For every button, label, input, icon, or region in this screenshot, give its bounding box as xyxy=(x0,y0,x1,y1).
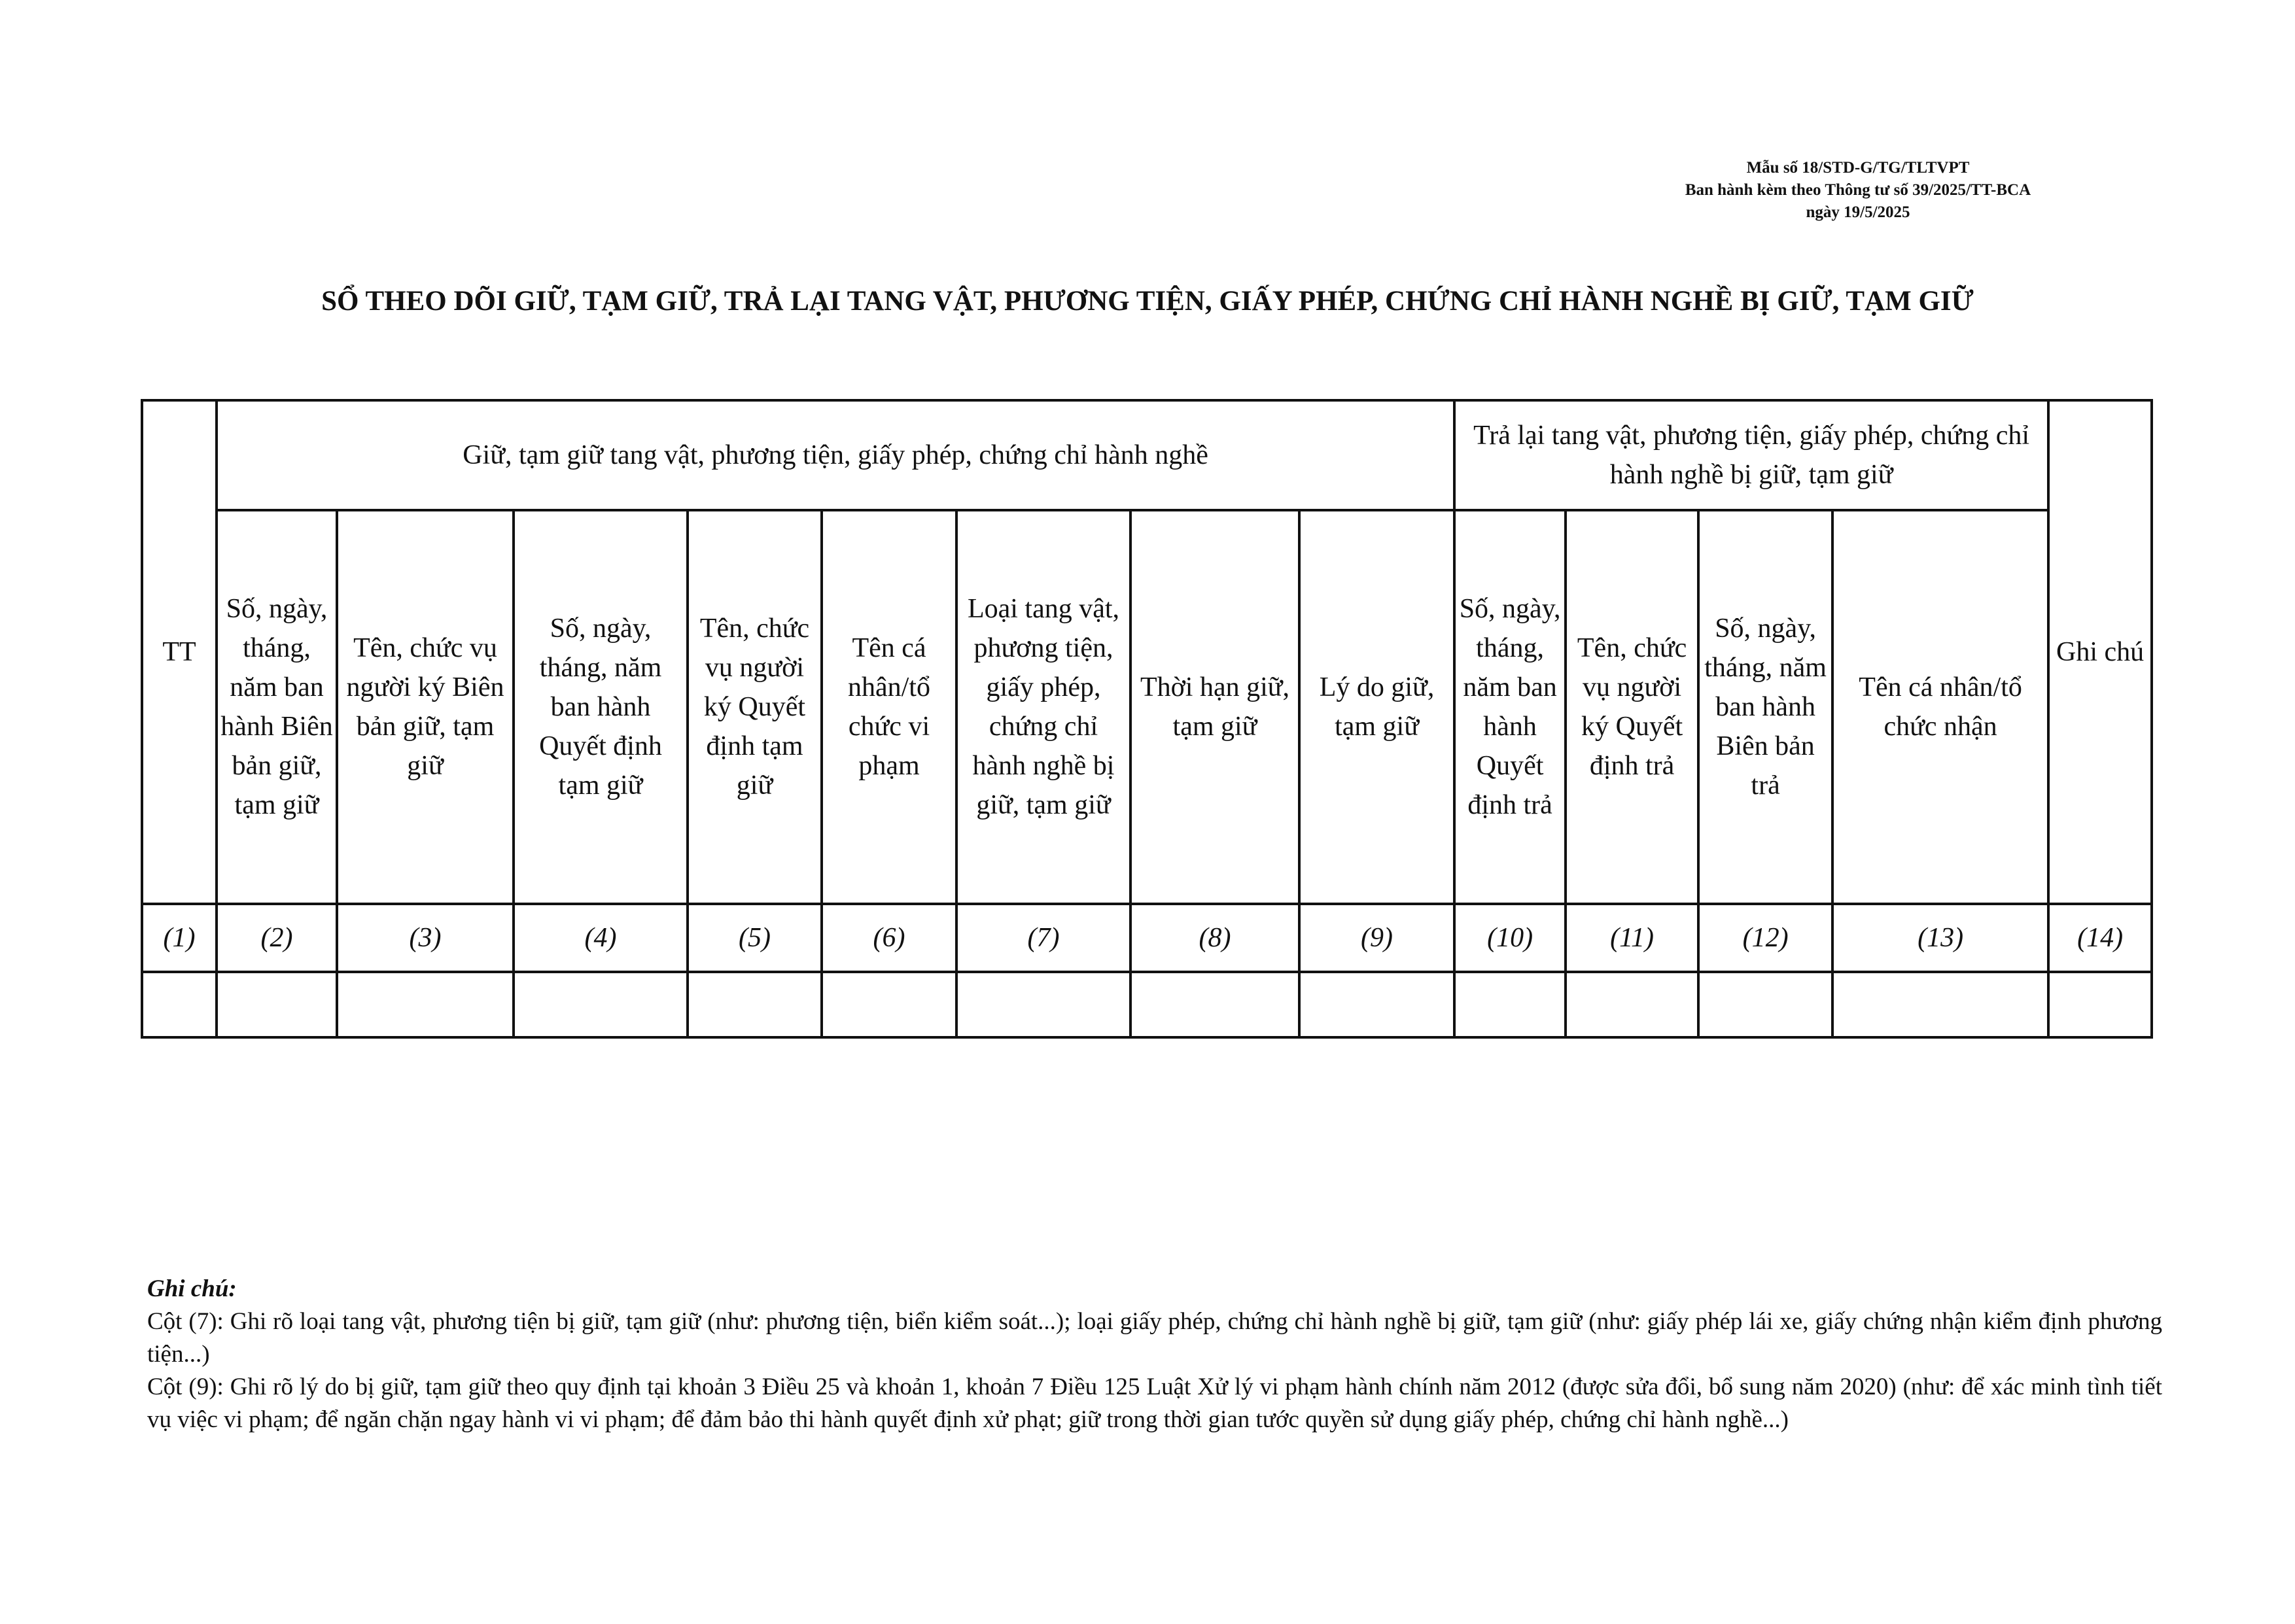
form-code-number: Mẫu số 18/STD-G/TG/TLTVPT xyxy=(1746,159,1970,177)
empty-cell xyxy=(1454,972,1566,1037)
column-number: (4) xyxy=(514,904,688,972)
column-number: (11) xyxy=(1566,904,1698,972)
header-col-2: Số, ngày, tháng, năm ban hành Biên bản giữ, tạm giữ xyxy=(217,510,337,904)
column-number: (10) xyxy=(1454,904,1566,972)
empty-cell xyxy=(1566,972,1698,1037)
column-number: (1) xyxy=(142,904,217,972)
header-col-3: Tên, chức vụ người ký Biên bản giữ, tạm giữ xyxy=(337,510,514,904)
note-item: Cột (7): Ghi rõ loại tang vật, phương tiện bị giữ, tạm giữ (như: phương tiện, biển kiểm soát...); loại giấy phép, chứng chỉ hành nghề bị giữ, tạm giữ (như: giấy phép lái xe, giấy chứng nhận kiểm định phương tiện...) xyxy=(147,1308,2162,1368)
note-item: Cột (9): Ghi rõ lý do bị giữ, tạm giữ theo quy định tại khoản 3 Điều 25 và khoản 1, khoản 7 Điều 125 Luật Xử lý vi phạm hành chính năm 2012 (được sửa đổi, bổ sung năm 2020) (như: để xác minh tình tiết vụ việc vi phạm; để ngăn chặn ngay hành vi vi phạm; để đảm bảo thi hành quyết định xử phạt; giữ trong thời gian tước quyền sử dụng giấy phép, chứng chỉ hành nghề...) xyxy=(147,1373,2162,1433)
header-col-5: Tên, chức vụ người ký Quyết định tạm giữ xyxy=(688,510,822,904)
notes-section xyxy=(147,1273,2162,1436)
header-col-9: Lý do giữ, tạm giữ xyxy=(1299,510,1454,904)
column-number: (8) xyxy=(1130,904,1299,972)
column-number: (9) xyxy=(1299,904,1454,972)
column-number: (7) xyxy=(956,904,1130,972)
column-number: (13) xyxy=(1832,904,2048,972)
header-col-12: Số, ngày, tháng, năm ban hành Biên bản trả xyxy=(1698,510,1832,904)
empty-cell xyxy=(1698,972,1832,1037)
form-code-block xyxy=(1622,157,2094,224)
header-group-return: Trả lại tang vật, phương tiện, giấy phép, chứng chỉ hành nghề bị giữ, tạm giữ xyxy=(1454,400,2048,510)
empty-cell xyxy=(514,972,688,1037)
empty-cell xyxy=(217,972,337,1037)
empty-cell xyxy=(1832,972,2048,1037)
empty-cell xyxy=(337,972,514,1037)
header-tt: TT xyxy=(142,400,217,904)
header-group-keep: Giữ, tạm giữ tang vật, phương tiện, giấy phép, chứng chỉ hành nghề xyxy=(217,400,1454,510)
ledger-table xyxy=(141,399,2153,1039)
header-col-10: Số, ngày, tháng, năm ban hành Quyết định trả xyxy=(1454,510,1566,904)
header-note: Ghi chú xyxy=(2048,400,2152,904)
empty-cell xyxy=(1130,972,1299,1037)
header-col-13: Tên cá nhân/tổ chức nhận xyxy=(1832,510,2048,904)
header-col-4: Số, ngày, tháng, năm ban hành Quyết định tạm giữ xyxy=(514,510,688,904)
table-row xyxy=(142,972,2152,1037)
header-col-6: Tên cá nhân/tổ chức vi phạm xyxy=(822,510,956,904)
column-number: (3) xyxy=(337,904,514,972)
form-code-issued-by: Ban hành kèm theo Thông tư số 39/2025/TT-BCA xyxy=(1685,181,2031,199)
column-number: (12) xyxy=(1698,904,1832,972)
empty-cell xyxy=(142,972,217,1037)
header-col-8: Thời hạn giữ, tạm giữ xyxy=(1130,510,1299,904)
empty-cell xyxy=(2048,972,2152,1037)
document-title: SỔ THEO DÕI GIỮ, TẠM GIỮ, TRẢ LẠI TANG VẬT, PHƯƠNG TIỆN, GIẤY PHÉP, CHỨNG CHỈ HÀNH NGHỀ BỊ GIỮ, TẠM GIỮ xyxy=(321,286,1974,317)
column-number: (14) xyxy=(2048,904,2152,972)
form-code-date: ngày 19/5/2025 xyxy=(1806,203,1910,221)
header-col-11: Tên, chức vụ người ký Quyết định trả xyxy=(1566,510,1698,904)
empty-cell xyxy=(822,972,956,1037)
notes-heading: Ghi chú: xyxy=(147,1275,237,1302)
empty-cell xyxy=(1299,972,1454,1037)
header-col-7: Loại tang vật, phương tiện, giấy phép, chứng chỉ hành nghề bị giữ, tạm giữ xyxy=(956,510,1130,904)
column-number: (6) xyxy=(822,904,956,972)
empty-cell xyxy=(688,972,822,1037)
column-number: (5) xyxy=(688,904,822,972)
column-number: (2) xyxy=(217,904,337,972)
empty-cell xyxy=(956,972,1130,1037)
